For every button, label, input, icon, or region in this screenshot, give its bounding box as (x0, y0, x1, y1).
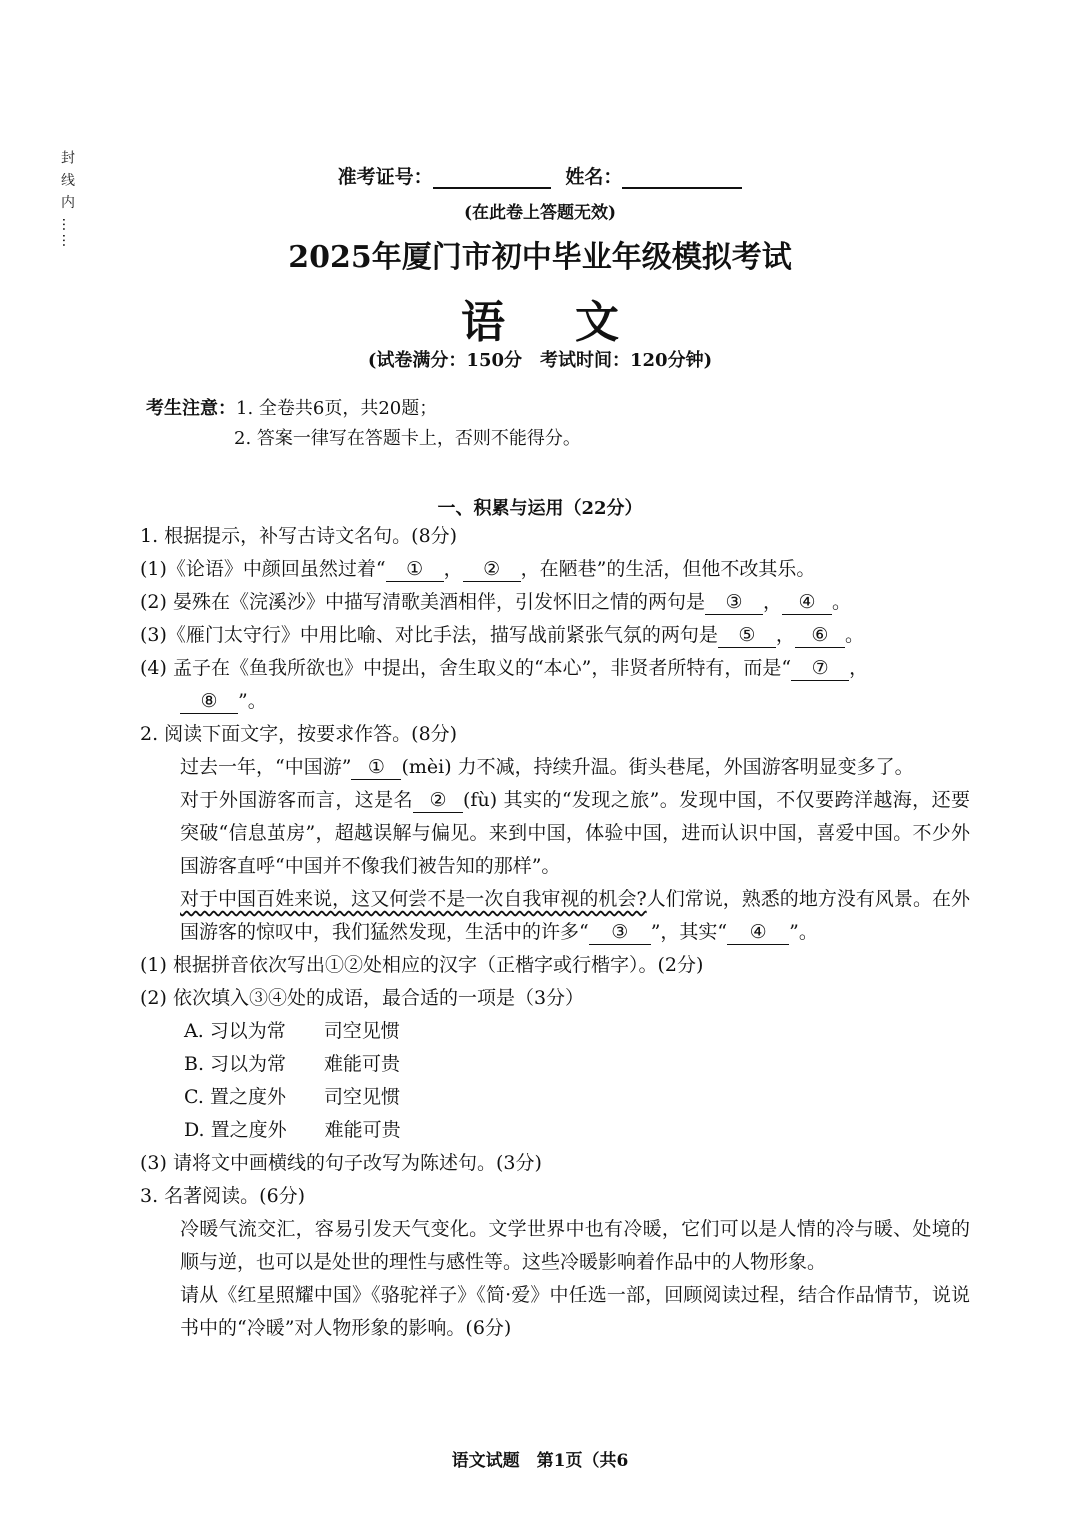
exam-id-label: 准考证号： (337, 166, 433, 188)
q2-text: ”，其实“ (650, 921, 728, 943)
answer-blank: ④ (727, 920, 789, 945)
answer-blank: ③ (589, 920, 651, 945)
answer-blank: ④ (782, 590, 832, 615)
q2-stem: 2. 阅读下面文字，按要求作答。(8分) (140, 723, 458, 745)
exam-title: 2025年厦门市初中毕业年级模拟考试 (288, 240, 792, 275)
q1-text: 。 (831, 591, 851, 613)
questions (140, 520, 970, 1345)
answer-blank: ⑦ (791, 656, 849, 681)
q2-passage-3 (140, 883, 970, 949)
section-title: 一、积累与运用（22分） (437, 498, 643, 519)
q1-item-3 (140, 619, 970, 652)
q3-passage-1: 冷暖气流交汇，容易引发天气变化。文学世界中也有冷暖，它们可以是人情的冷与暖、处境的顺与逆，也可以是处世的理性与感性等。这些冷暖影响着作品中的人物形象。 (180, 1218, 970, 1273)
q1-text: (4) 孟子在《鱼我所欲也》中提出，舍生取义的“本心”，非贤者所特有，而是“ (140, 657, 792, 679)
candidate-notice (146, 394, 581, 454)
exam-meta: (试卷满分：150分 考试时间：120分钟) (367, 350, 713, 371)
q1-item-2 (140, 586, 970, 619)
q3-passage-2: 请从《红星照耀中国》《骆驼祥子》《简·爱》中任选一部，回顾阅读过程，结合作品情节，说说书中的“冷暖”对人物形象的影响。(6分) (180, 1284, 970, 1339)
q2-text: 对于外国游客而言，这是名 (180, 789, 414, 811)
notice-item: 2. 答案一律写在答题卡上，否则不能得分。 (234, 428, 581, 449)
notice-label: 考生注意： (146, 398, 236, 419)
answer-blank: ① (386, 557, 444, 582)
q1-text: ， (775, 624, 795, 646)
q2-text: (fù) 其实的“发现之旅”。发现中国，不仅要跨洋越海，还要突破“信息茧房”，超越误解与偏见。来到中国，体验中国，进而认识中国，喜爱中国。不少外国游客直呼“中国并不像我们被告知的那样”。 (180, 789, 970, 877)
exam-id-blank (433, 167, 551, 189)
answer-blank: ① (351, 755, 401, 780)
subject-title: 语文 (461, 297, 689, 348)
page-footer: 语文试题 第1页（共6 (451, 1451, 629, 1471)
name-label: 姓名： (565, 166, 623, 188)
q2-text: (mèi) 力不减，持续升温。街头巷尾，外国游客明显变多了。 (401, 756, 914, 778)
q3-stem: 3. 名著阅读。(6分) (140, 1185, 306, 1207)
q2-text: 过去一年，“中国游” (180, 756, 352, 778)
invalid-note: (在此卷上答题无效) (463, 203, 617, 223)
answer-blank: ③ (705, 590, 763, 615)
q2-passage-2 (140, 784, 970, 883)
q1-item-4 (140, 652, 970, 685)
q1-text: ，在陋巷”的生活，但他不改其乐。 (520, 558, 816, 580)
q2-text: 人们常说，熟悉的地方没有风景。在外国游客的惊叹中，我们猛然发现，生活中的许多“ (180, 888, 970, 943)
name-blank (622, 167, 742, 189)
q1-text: (2) 晏殊在《浣溪沙》中描写清歌美酒相伴，引发怀旧之情的两句是 (140, 591, 705, 613)
candidate-info-row (0, 162, 1080, 189)
option-c: C. 置之度外 司空见惯 (184, 1086, 400, 1108)
q2-passage-1 (140, 751, 970, 784)
q2-sub-1: (1) 根据拼音依次写出①②处相应的汉字（正楷字或行楷字）。(2分) (140, 954, 704, 976)
answer-blank: ⑤ (718, 623, 776, 648)
underlined-sentence: 对于中国百姓来说，这又何尝不是一次自我审视的机会? (180, 888, 647, 910)
answer-blank: ② (463, 557, 521, 582)
q1-item-4-cont (140, 685, 970, 718)
answer-blank: ② (413, 788, 463, 813)
option-d: D. 置之度外 难能可贵 (184, 1119, 401, 1141)
q1-text: (1)《论语》中颜回虽然过着“ (140, 558, 386, 580)
q2-sub-3: (3) 请将文中画横线的句子改写为陈述句。(3分) (140, 1152, 542, 1174)
q1-text: 。 (844, 624, 864, 646)
q2-text: ”。 (789, 921, 818, 943)
q1-text: ， (849, 657, 869, 679)
notice-item: 1. 全卷共6页，共20题； (236, 398, 438, 419)
answer-blank: ⑥ (795, 623, 845, 648)
q1-text: ， (762, 591, 782, 613)
q2-sub-2: (2) 依次填入③④处的成语，最合适的一项是（3分） (140, 987, 585, 1009)
q1-stem: 1. 根据提示，补写古诗文名句。(8分) (140, 525, 458, 547)
option-a: A. 习以为常 司空见惯 (184, 1020, 400, 1042)
answer-blank: ⑧ (180, 689, 238, 714)
q1-item-1 (140, 553, 970, 586)
binding-line-marks: 封 线 内 …… (59, 150, 75, 250)
option-b: B. 习以为常 难能可贵 (184, 1053, 401, 1075)
q1-text: ”。 (238, 690, 267, 712)
q1-text: (3)《雁门太守行》中用比喻、对比手法，描写战前紧张气氛的两句是 (140, 624, 718, 646)
q1-text: ， (443, 558, 463, 580)
